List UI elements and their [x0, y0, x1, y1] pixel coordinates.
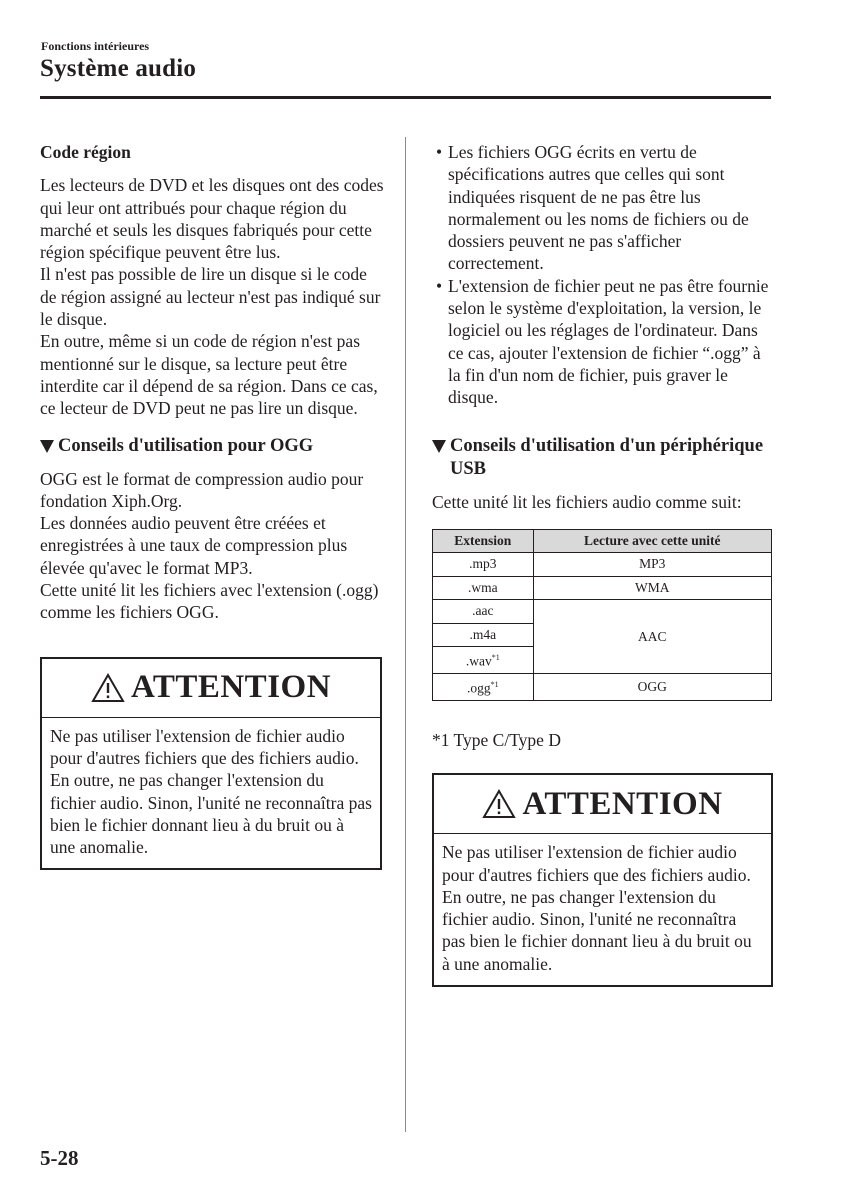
section-label: Fonctions intérieures — [41, 39, 150, 53]
attention-text: Ne pas utiliser l'extension de fichier audio pour d'autres fichiers que des fichiers audio. En outre, ne pas changer l'extension du fichier audio. Sinon, l'unité ne reconnaîtra pas bien le fichier donnant lieu à du bruit ou à une anomalie. — [50, 725, 372, 858]
extension-text: .ogg — [466, 680, 491, 696]
ogg-paragraph-3: Cette unité lit les fichiers avec l'extension (.ogg) comme les fichiers OGG. — [40, 580, 379, 623]
ogg-heading-text: Conseils d'utilisation pour OGG — [58, 435, 314, 456]
attention-title: ATTENTION — [130, 669, 332, 706]
region-paragraph-2: Il n'est pas possible de lire un disque si le code de région assigné au lecteur n'est pas indiqué sur le disque. — [40, 264, 381, 330]
region-paragraph-3: En outre, même si un code de région n'est pas mentionné sur le disque, sa lecture peut être interdite car il dépend de sa région. Dans ce cas, ce lecteur de DVD peut ne pas lire un disque. — [40, 331, 378, 419]
table-cell-format: MP3 — [533, 553, 771, 577]
table-cell-format: AAC — [533, 600, 771, 674]
usb-intro: Cette unité lit les fichiers audio comme suit: — [432, 491, 742, 512]
bullet-dot: • — [436, 142, 443, 162]
table-cell-format: WMA — [533, 576, 771, 600]
ogg-paragraph-2: Les données audio peuvent être créées et enregistrées à une taux de compression plus élevée qu'avec le format MP3. — [40, 513, 348, 578]
table-cell-extension: .m4a — [433, 623, 534, 647]
usb-heading-text: Conseils d'utilisation d'un périphérique USB — [450, 435, 764, 479]
usb-section-heading — [432, 435, 772, 481]
bullet-text-2: L'extension de fichier peut ne pas être fournie selon le système d'exploitation, la version, le logiciel ou les réglages de l'ordinateur. Dans ce cas, ajouter l'extension de fichier “.ogg” à la fin d'un nom de fichier, puis graver le disque. — [448, 275, 769, 408]
page-number: 5-28 — [40, 1146, 79, 1170]
ogg-section-heading — [40, 435, 385, 458]
table-cell-extension — [433, 674, 534, 701]
bullet-dot: • — [436, 275, 443, 296]
region-heading: Code région — [40, 142, 131, 162]
footnote-mark: *1 — [490, 680, 499, 690]
attention-header — [434, 775, 771, 834]
table-cell-format: OGG — [533, 674, 771, 701]
attention-box-left — [40, 657, 382, 871]
attention-box-right — [432, 773, 773, 987]
triangle-marker-icon — [432, 440, 446, 453]
ogg-paragraph-1: OGG est le format de compression audio pour fondation Xiph.Org. — [40, 468, 364, 511]
warning-triangle-icon — [91, 673, 125, 703]
right-column — [432, 141, 772, 987]
bullet-item — [432, 275, 772, 409]
table-row — [433, 576, 772, 600]
table-cell-extension: .wma — [433, 576, 534, 600]
page-title: Système audio — [40, 55, 197, 82]
table-header-extension: Extension — [433, 529, 534, 553]
format-table — [432, 529, 772, 701]
table-cell-extension — [433, 647, 534, 674]
footnote-mark: *1 — [491, 653, 500, 663]
header-rule — [40, 96, 771, 99]
left-column — [40, 141, 385, 870]
attention-title: ATTENTION — [522, 786, 723, 823]
table-row — [433, 553, 772, 577]
attention-header — [42, 659, 380, 718]
extension-text: .wav — [465, 653, 492, 669]
table-row — [433, 674, 772, 701]
attention-text: Ne pas utiliser l'extension de fichier audio pour d'autres fichiers que des fichiers audio. En outre, ne pas changer l'extension du fichier audio. Sinon, l'unité ne reconnaîtra pas bien le fichier donnant lieu à du bruit ou à une anomalie. — [442, 842, 752, 974]
warning-triangle-icon — [482, 789, 516, 819]
bullet-item — [432, 141, 772, 275]
table-header-playback: Lecture avec cette unité — [533, 529, 771, 553]
table-cell-extension: .aac — [433, 600, 534, 624]
bullet-text-1: Les fichiers OGG écrits en vertu de spécifications autres que celles qui sont indiquées risquent de ne pas être lus normalement ou les noms de fichiers ou de dossiers peuvent ne pas s'afficher correctement. — [448, 142, 749, 274]
table-cell-extension: .mp3 — [433, 553, 534, 577]
table-row — [433, 600, 772, 624]
column-divider — [405, 137, 406, 1132]
region-paragraph-1: Les lecteurs de DVD et les disques ont des codes qui leur ont attribués pour chaque région du marché et seuls les disques fabriqués pour cette région spécifique peuvent être lus. — [40, 175, 384, 263]
triangle-marker-icon — [40, 440, 54, 453]
table-footnote: *1 Type C/Type D — [432, 729, 561, 750]
table-header-row — [433, 529, 772, 553]
